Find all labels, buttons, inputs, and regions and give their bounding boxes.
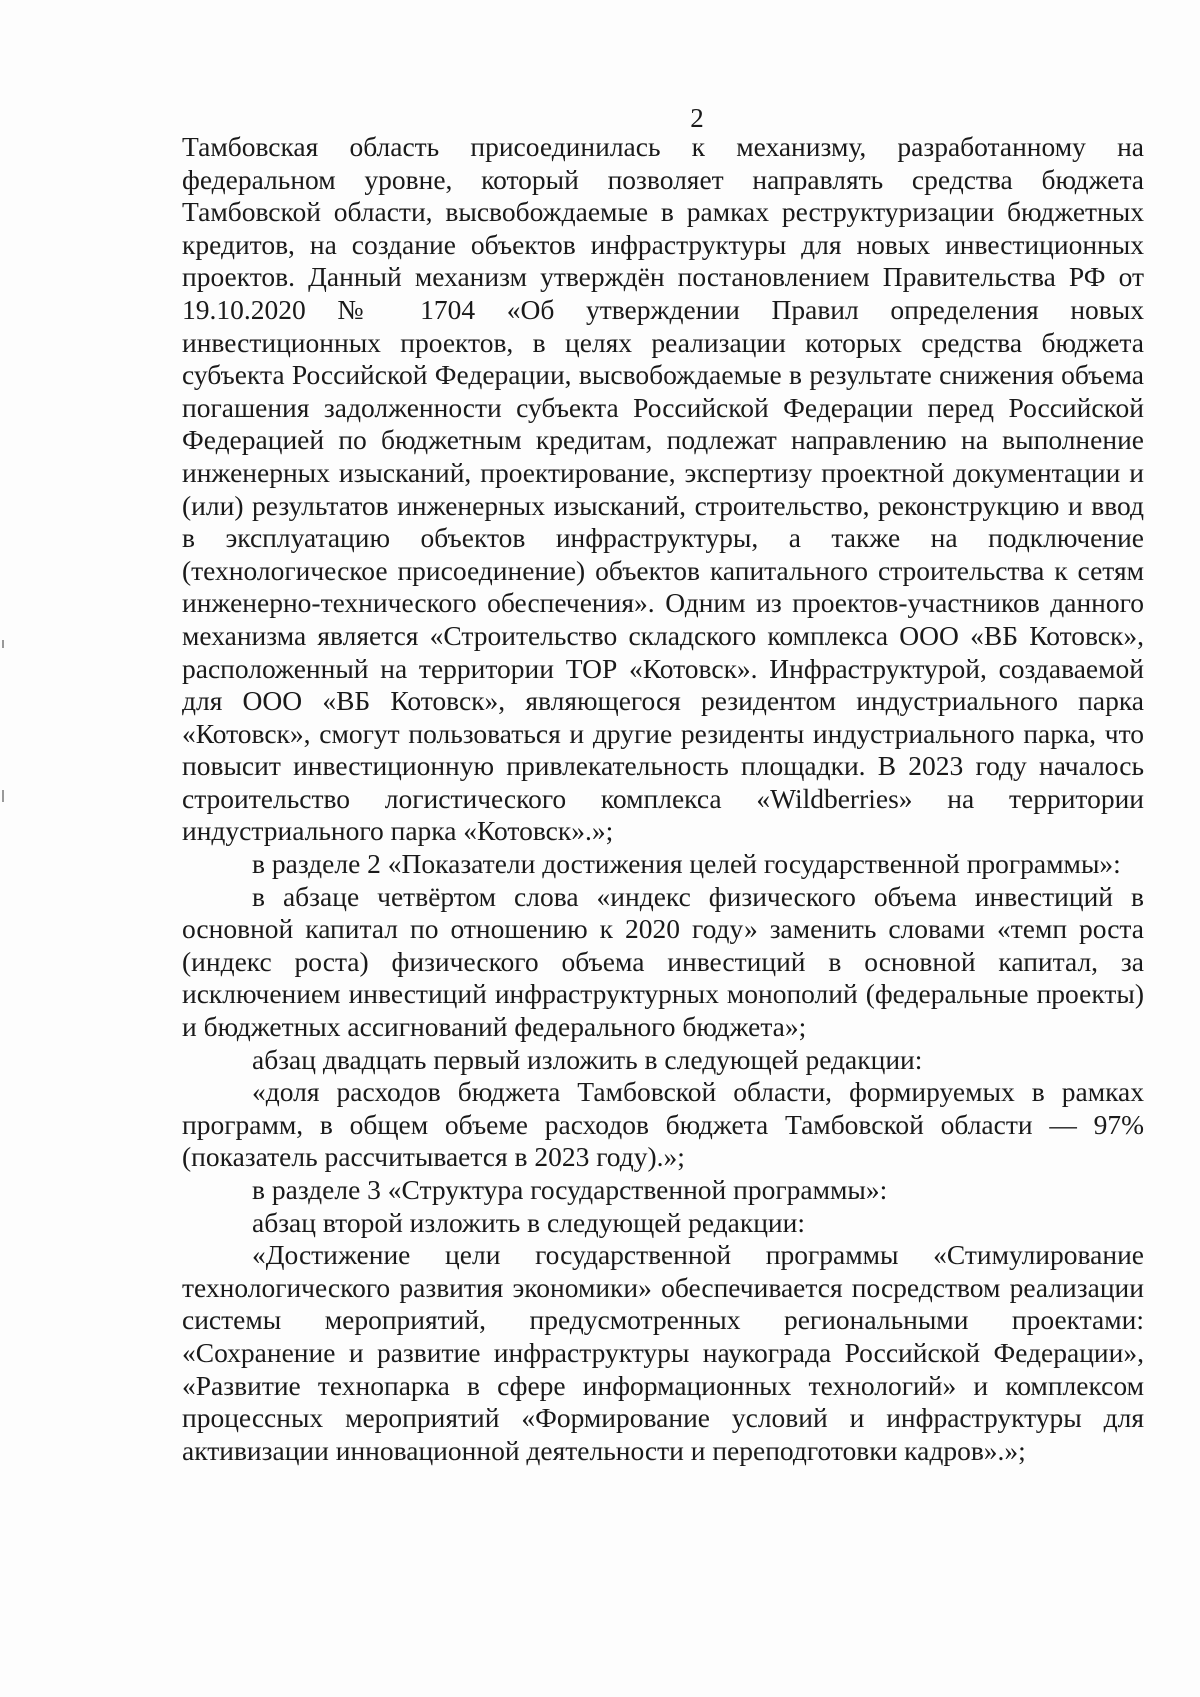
paragraph-paragraph-21-intro: абзац двадцать первый изложить в следующей редакции: — [252, 1043, 923, 1075]
paragraph-section-3-heading: в разделе 3 «Структура государственной программы»: — [252, 1174, 888, 1205]
page-number: 2 — [690, 103, 704, 133]
document-body — [182, 131, 1144, 1467]
paragraph-budget-share: «доля расходов бюджета Тамбовской области, формируемых в рамках программ, в общем объеме расходов бюджета Тамбовской области — 97% (показатель рассчитывается в 2023 году).»; — [182, 1076, 1144, 1173]
paragraph-second-paragraph-intro: абзац второй изложить в следующей редакции: — [252, 1206, 806, 1238]
paragraph-investment-mechanism: Тамбовская область присоединилась к механизму, разработанному на федеральном уровне, который позволяет направлять средства бюджета Тамбовской области, высвобождаемые в рамках реструктуризации бюджетных кредитов, на создание объектов инфраструктуры для новых инвестиционных проектов. Данный механизм утверждён постановлением Правительства РФ от 19.10.2020 № 1704 «Об утверждении Правил определения новых инвестиционных проектов, в целях реализации которых средства бюджета субъекта Российской Федерации, высвобождаемые в результате снижения объема погашения задолженности субъекта Российской Федерации перед Российской Федерацией по бюджетным кредитам, подлежат направлению на выполнение инженерных изысканий, проектирование, экспертизу проектной документации и (или) результатов инженерных изысканий, строительство, реконструкцию и ввод в эксплуатацию объектов инфраструктуры, а также на подключение (технологическое присоединение) объектов капитального строительства к сетям инженерно-технического обеспечения». Одним из проектов-участников данного механизма является «Строительство складского комплекса ООО «ВБ Котовск», расположенный на территории ТОР «Котовск». Инфраструктурой, создаваемой для ООО «ВБ Котовск», являющегося резидентом индустриального парка «Котовск», смогут пользоваться и другие резиденты индустриального парка, что повысит инвестиционную привлекательность площадки. В 2023 году началось строительство логистического комплекса «Wildberries» на территории индустриального парка «Котовск».»; — [182, 131, 1144, 847]
paragraph-paragraph-4-replacement: в абзаце четвёртом слова «индекс физического объема инвестиций в основной капитал по отношению к 2020 году» заменить словами «темп роста (индекс роста) физического объема инвестиций в основной капитал, за исключением инвестиций инфраструктурных монополий (федеральные проекты) и бюджетных ассигнований федерального бюджета»; — [182, 880, 1144, 1043]
paragraph-section-2-heading: в разделе 2 «Показатели достижения целей государственной программы»: — [252, 848, 1121, 880]
scan-edge-mark — [2, 790, 4, 802]
scan-edge-mark — [2, 640, 4, 648]
paragraph-program-goal: «Достижение цели государственной программы «Стимулирование технологического развития экономики» обеспечивается посредством реализации системы мероприятий, предусмотренных региональными проектами: «Сохранение и развитие инфраструктуры наукограда Российской Федерации», «Развитие технопарка в сфере информационных технологий» и комплексом процессных мероприятий «Формирование условий и инфраструктуры для активизации инновационной деятельности и переподготовки кадров».»; — [182, 1239, 1144, 1466]
